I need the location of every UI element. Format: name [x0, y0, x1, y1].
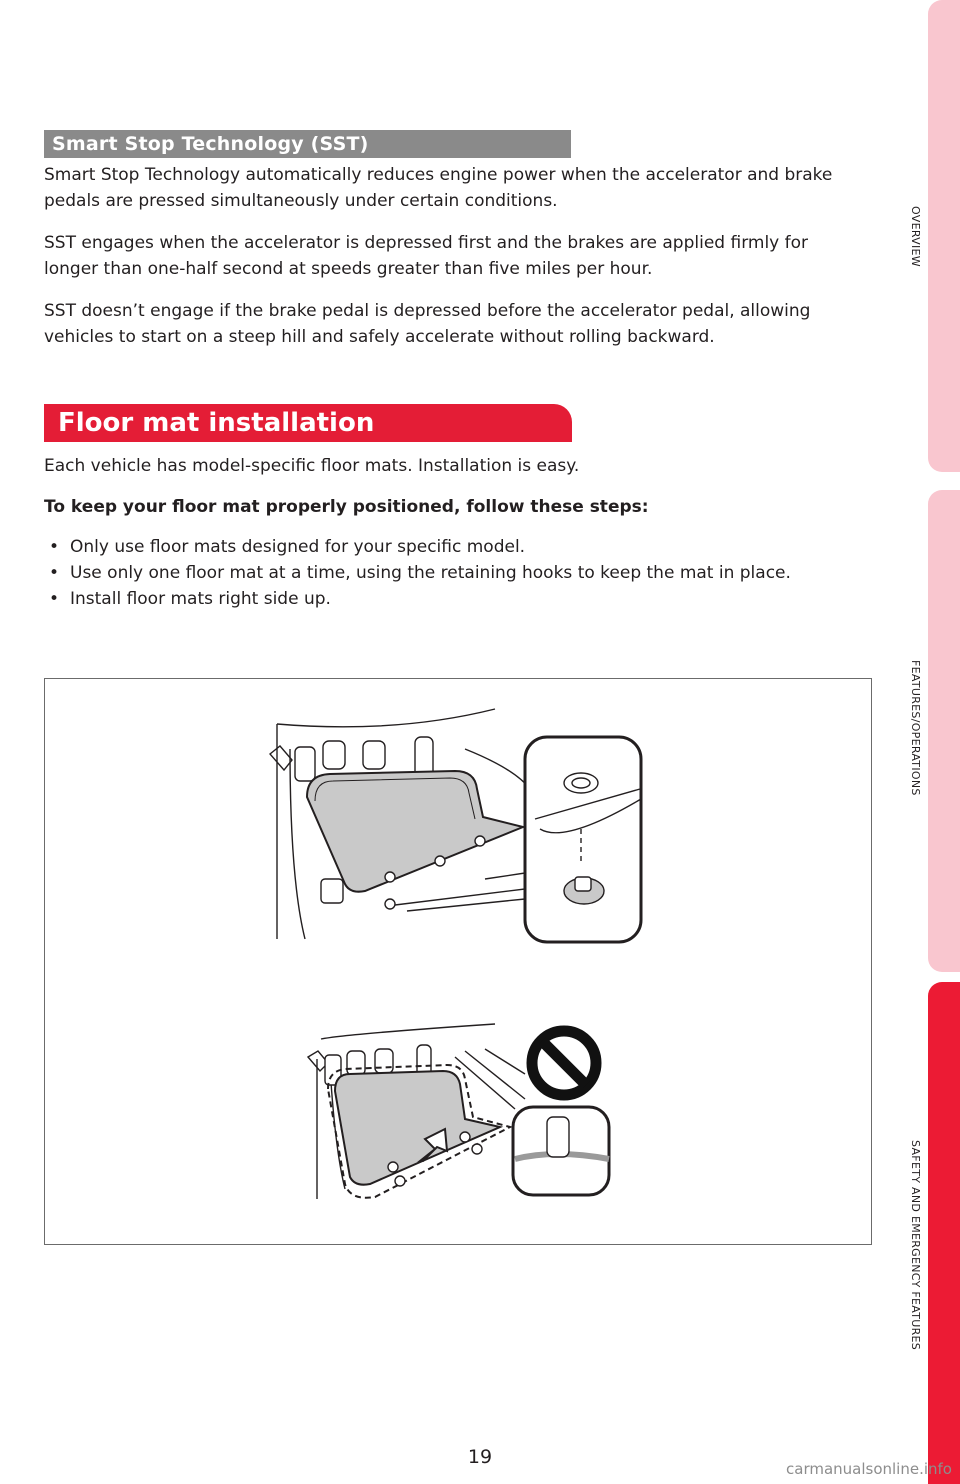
incorrect-installation-drawing — [308, 1024, 609, 1199]
side-label-safety-emergency: SAFETY AND EMERGENCY FEATURES — [909, 1140, 922, 1351]
sst-paragraph-1: Smart Stop Technology automatically reduces engine power when the accelerator and brake pedals are pressed simultaneously under certain conditions. — [44, 165, 833, 211]
floor-mat-bullet-list — [44, 534, 864, 612]
tab-safety-emergency[interactable] — [928, 982, 960, 1484]
pedal-brake — [323, 741, 345, 769]
list-item: • Install floor mats right side up. — [48, 589, 331, 609]
side-label-features-operations: FEATURES/OPERATIONS — [909, 660, 922, 796]
tab-features-operations[interactable] — [928, 490, 960, 972]
sst-paragraph-2: SST engages when the accelerator is depressed first and the brakes are applied firmly for longer than one-half second at speeds greater than five miles per hour. — [44, 233, 809, 279]
tab-overview[interactable] — [928, 0, 960, 472]
watermark: carmanualsonline.info — [786, 1460, 952, 1478]
floor-mat-diagram — [45, 679, 871, 1244]
floor-mat-steps-heading: To keep your floor mat properly positioned, follow these steps: — [44, 497, 649, 517]
floor-mat — [307, 771, 523, 892]
sst-heading: Smart Stop Technology (SST) — [44, 130, 571, 158]
pedal-middle — [363, 741, 385, 769]
page-number: 19 — [467, 1446, 493, 1468]
correct-installation-drawing — [270, 709, 641, 942]
floor-mat-heading: Floor mat installation — [44, 404, 572, 442]
sst-paragraph-3: SST doesn’t engage if the brake pedal is depressed before the accelerator pedal, allowing vehicles to start on a steep hill and safely accelerate without rolling backward. — [44, 301, 811, 347]
list-item: • Use only one floor mat at a time, using the retaining hooks to keep the mat in place. — [48, 563, 791, 583]
floor-mat-illustration — [44, 678, 872, 1245]
stacked-floor-mat — [335, 1071, 500, 1185]
floor-mat-intro: Each vehicle has model-specific floor mats. Installation is easy. — [44, 456, 580, 476]
list-item: • Only use floor mats designed for your specific model. — [48, 537, 526, 557]
pedal-left — [295, 747, 315, 781]
hook-callout — [525, 737, 641, 942]
dash-line — [277, 709, 495, 727]
side-label-overview: OVERVIEW — [909, 206, 922, 267]
